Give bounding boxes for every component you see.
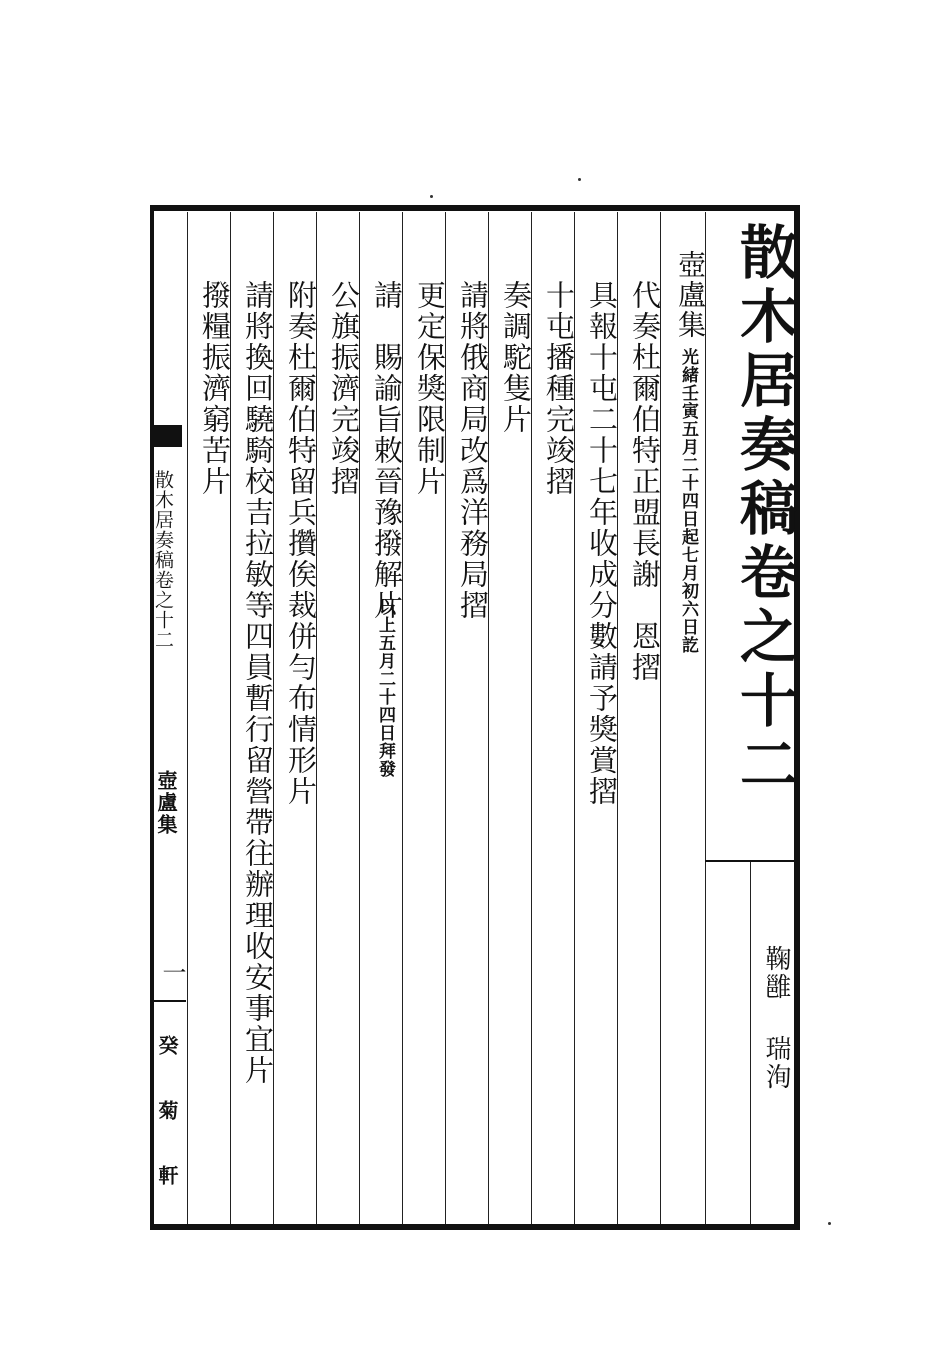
date-note: 光緒壬寅五月二十四日起七月初六日訖 [678,348,698,654]
margin-divider [150,1000,186,1002]
margin-studio-1: 癸 [155,1035,179,1057]
title-divider [705,860,797,862]
entry-3: 十屯播種完竣摺 [542,280,576,497]
entry-7-note: 以上五月二十四日拜發 [375,598,395,778]
margin-book-title: 散木居奏稿卷之十二 [152,470,174,650]
entry-6: 更定保獎限制片 [413,280,447,497]
ink-speck [828,1222,831,1225]
column-rule [750,862,751,1224]
editor-name-1: 鞠雝 [761,945,791,1001]
fishtail-mark [152,425,182,447]
entry-5: 請將俄商局改爲洋務局摺 [456,280,490,621]
column-rule [187,212,188,1224]
entry-10: 請將換回驍騎校吉拉敏等四員暫行留營帶往辦理收安事宜片 [241,280,275,1086]
entry-7: 請 賜諭旨敕晉豫撥解片 [370,280,404,621]
column-rule [705,212,706,1224]
ink-speck [578,178,581,181]
entry-2: 具報十屯二十七年收成分數請予獎賞摺 [585,280,619,807]
margin-studio-3: 軒 [155,1165,179,1187]
editor-name-2: 瑞洵 [761,1035,791,1091]
margin-studio-2: 菊 [155,1100,179,1122]
book-title: 散木居奏稿卷之十二 [730,222,798,798]
margin-page-number: 一 [158,960,186,986]
entry-11: 撥糧振濟窮苦片 [198,280,232,497]
entry-9: 附奏杜爾伯特留兵攢俟裁併勻布情形片 [284,280,318,807]
collection-title: 壺盧集 [674,250,707,340]
entry-4: 奏調駝隻片 [499,280,533,435]
entry-1: 代奏杜爾伯特正盟長謝 恩摺 [628,280,662,683]
entry-8: 公旗振濟完竣摺 [327,280,361,497]
ink-speck [430,195,433,198]
margin-collection: 壺盧集 [154,770,178,836]
